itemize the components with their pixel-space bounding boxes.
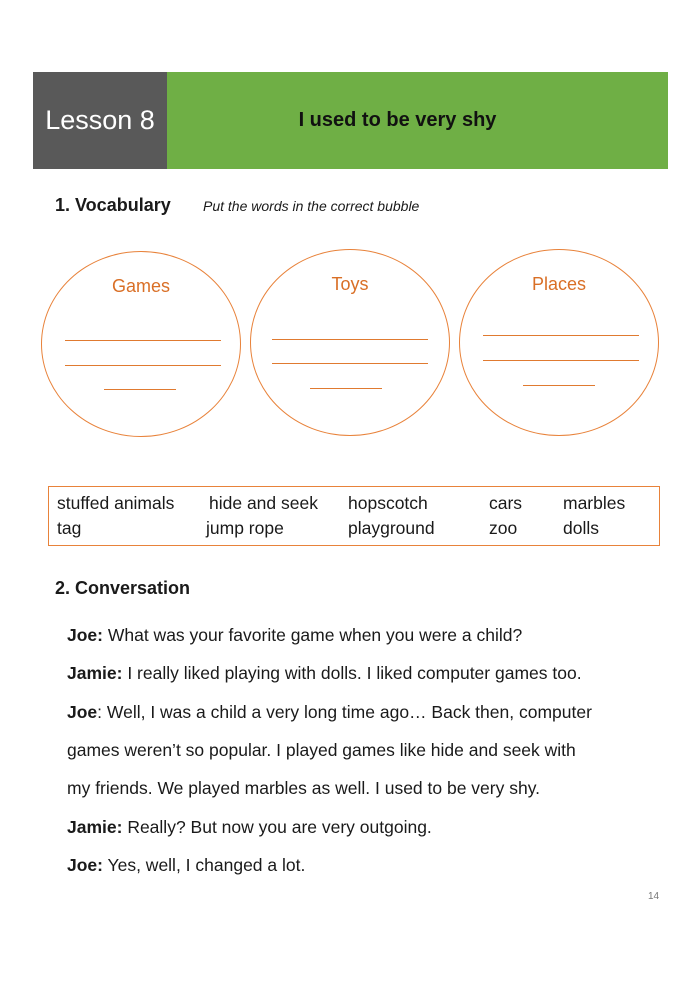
dialogue-text: my friends. We played marbles as well. I used to be very shy.	[67, 778, 541, 798]
bubble-places	[459, 249, 659, 436]
bubble-label: Places	[531, 274, 587, 294]
answer-blank[interactable]	[65, 365, 221, 366]
lesson-title: I used to be very shy	[167, 72, 668, 169]
dialogue-line	[67, 702, 592, 723]
dialogue-text: I really liked playing with dolls. I liked computer games too.	[122, 663, 582, 683]
answer-blank[interactable]	[483, 360, 639, 361]
lesson-header	[33, 72, 668, 169]
lesson-number: Lesson 8	[33, 72, 167, 169]
word-item: tag	[57, 518, 82, 538]
bubble-toys	[250, 249, 450, 436]
dialogue-text: : Well, I was a child a very long time ago… Back then, computer	[97, 702, 592, 722]
answer-blank[interactable]	[104, 389, 176, 390]
dialogue-line	[67, 663, 582, 684]
word-bank	[48, 486, 660, 546]
vocabulary-heading: 1. Vocabulary	[55, 195, 171, 215]
vocabulary-instruction: Put the words in the correct bubble	[203, 198, 420, 214]
word-item: jump rope	[206, 518, 284, 538]
dialogue-text: What was your favorite game when you were a child?	[102, 625, 523, 645]
answer-blank[interactable]	[65, 340, 221, 341]
answer-blank[interactable]	[272, 339, 428, 340]
word-item: hide and seek	[209, 493, 318, 513]
dialogue-line	[67, 740, 576, 761]
dialogue-line	[67, 855, 305, 876]
bubble-label: Games	[111, 276, 171, 296]
dialogue-text: Really? But now you are very outgoing.	[122, 817, 432, 837]
dialogue-line	[67, 817, 432, 838]
word-item: hopscotch	[348, 493, 428, 513]
speaker-name: Joe	[67, 702, 98, 722]
word-item: playground	[348, 518, 435, 538]
word-item: stuffed animals	[57, 493, 175, 513]
answer-blank[interactable]	[310, 388, 382, 389]
answer-blank[interactable]	[483, 335, 639, 336]
word-item: zoo	[489, 518, 518, 538]
speaker-name: Jamie:	[67, 663, 123, 683]
bubble-label: Toys	[331, 274, 369, 294]
speaker-name: Jamie:	[67, 817, 123, 837]
answer-blank[interactable]	[523, 385, 595, 386]
dialogue-line	[67, 778, 540, 799]
dialogue-line	[67, 625, 522, 646]
page-number: 14	[648, 891, 660, 902]
dialogue-text: Yes, well, I changed a lot.	[102, 855, 306, 875]
answer-blank[interactable]	[272, 363, 428, 364]
speaker-name: Joe:	[67, 625, 103, 645]
word-item: marbles	[563, 493, 626, 513]
speaker-name: Joe:	[67, 855, 103, 875]
conversation-heading: 2. Conversation	[55, 578, 191, 598]
bubble-games	[41, 251, 241, 437]
word-item: cars	[489, 493, 523, 513]
word-item: dolls	[563, 518, 599, 538]
dialogue-text: games weren’t so popular. I played games like hide and seek with	[67, 740, 576, 760]
